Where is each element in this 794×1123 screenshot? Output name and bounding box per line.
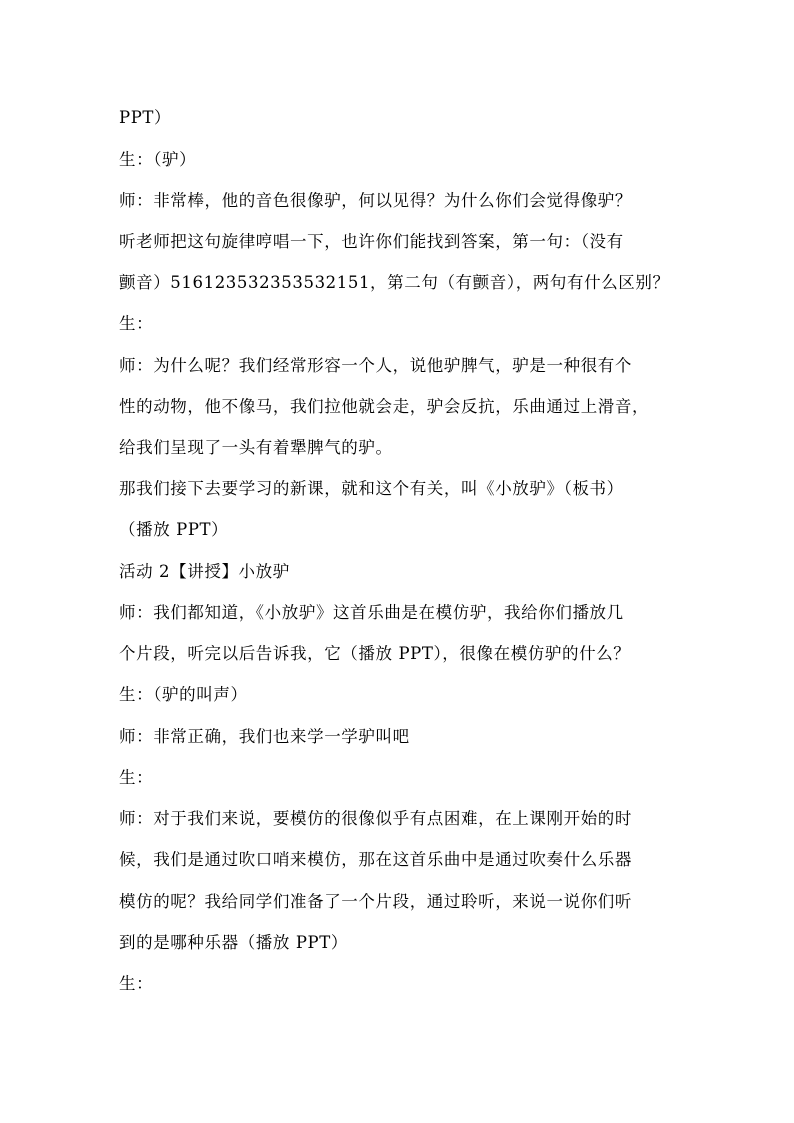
text-line: 生： xyxy=(119,768,154,787)
text-line: PPT） xyxy=(119,108,172,127)
text-line: 生： xyxy=(119,974,154,993)
text-line: 候，我们是通过吹口哨来模仿，那在这首乐曲中是通过吹奏什么乐器 xyxy=(119,850,632,869)
text-line: 给我们呈现了一头有着犟脾气的驴。 xyxy=(119,438,393,457)
text-line: 颤音）516123532353532151，第二句（有颤音），两句有什么区别？ xyxy=(119,273,670,292)
section-heading: 活动 2【讲授】小放驴 xyxy=(119,562,290,581)
text-line: 到的是哪种乐器（播放 PPT） xyxy=(119,933,348,952)
text-line: 师：为什么呢？我们经常形容一个人，说他驴脾气，驴是一种很有个 xyxy=(119,356,632,375)
text-line: 听老师把这句旋律哼唱一下，也许你们能找到答案，第一句：（没有 xyxy=(119,232,624,251)
text-line: 那我们接下去要学习的新课，就和这个有关，叫《小放驴》（板书） xyxy=(119,479,624,498)
text-line: 师：非常正确，我们也来学一学驴叫吧 xyxy=(119,727,410,746)
text-line: 师：我们都知道，《小放驴》这首乐曲是在模仿驴，我给你们播放几 xyxy=(119,603,624,622)
text-line: 个片段，听完以后告诉我，它（播放 PPT），很像在模仿驴的什么？ xyxy=(119,644,631,663)
text-line: 师：非常棒，他的音色很像驴，何以见得？为什么你们会觉得像驴？ xyxy=(119,191,632,210)
text-line: 生：（驴） xyxy=(119,150,197,169)
text-line: 生： xyxy=(119,314,154,333)
text-line: 师：对于我们来说，要模仿的很像似乎有点困难，在上课刚开始的时 xyxy=(119,809,632,828)
text-line: 模仿的呢？我给同学们准备了一个片段，通过聆听，来说一说你们听 xyxy=(119,892,632,911)
text-line: （播放 PPT） xyxy=(119,520,229,539)
text-line: 生：（驴的叫声） xyxy=(119,685,248,704)
text-line: 性的动物，他不像马，我们拉他就会走，驴会反抗，乐曲通过上滑音， xyxy=(119,397,650,416)
